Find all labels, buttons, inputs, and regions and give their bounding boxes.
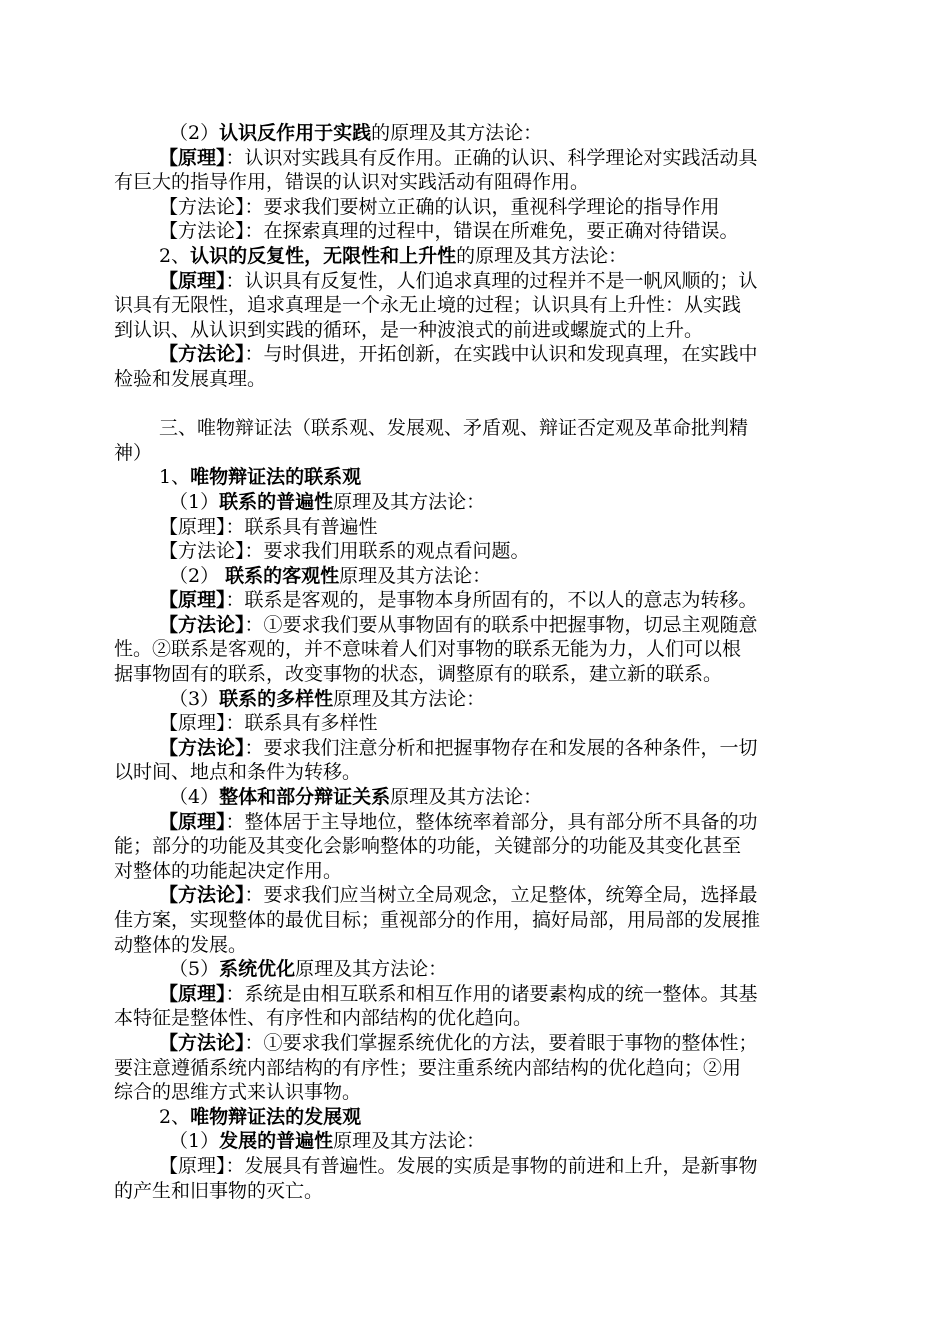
paragraph-line: [114, 293, 838, 318]
paragraph-line: [114, 367, 838, 392]
heading-number: 2、: [159, 1105, 191, 1128]
paragraph-text: 综合的思维方式来认识事物。: [114, 1081, 362, 1104]
method-paragraph: [114, 1031, 838, 1056]
principle-paragraph: [114, 269, 838, 294]
heading-bold-text: 发展的普遍性: [219, 1130, 334, 1153]
heading-number: （1）: [169, 490, 220, 513]
heading-text: 神）: [114, 441, 153, 464]
paragraph-text: 的产生和旧事物的灭亡。: [114, 1179, 324, 1202]
heading-text: 三、唯物辩证法（联系观、发展观、矛盾观、辩证否定观及革命批判精: [159, 417, 749, 440]
paragraph-text: ：系统是由相互联系和相互作用的诸要素构成的统一整体。其基: [225, 982, 758, 1005]
paragraph-text: 以时间、地点和条件为转移。: [114, 761, 362, 784]
method-label: 【方法论】: [159, 195, 245, 218]
paragraph-text: ：①要求我们掌握系统优化的方法，要着眼于事物的整体性；: [244, 1031, 758, 1054]
principle-paragraph: [114, 515, 838, 540]
paragraph-line: [114, 859, 838, 884]
heading-number: （3）: [169, 687, 220, 710]
heading-bold-text: 系统优化: [219, 958, 296, 981]
paragraph-line: [114, 908, 838, 933]
heading-number: 2、: [159, 244, 191, 267]
heading-text: 原理及其方法论：: [390, 786, 543, 809]
paragraph-line: [114, 318, 838, 343]
method-label: 【方法论】: [159, 343, 245, 366]
blank-line: [114, 392, 838, 417]
paragraph-text: ：与时俱进，开拓创新，在实践中认识和发现真理，在实践中: [244, 343, 758, 366]
paragraph-text: ：要求我们注意分析和把握事物存在和发展的各种条件，一切: [244, 736, 758, 759]
paragraph-line: [114, 1006, 838, 1031]
method-label: 【方法论】: [159, 736, 245, 759]
paragraph-text: 有巨大的指导作用，错误的认识对实践活动有阻碍作用。: [114, 171, 590, 194]
principle-paragraph: [114, 588, 838, 613]
method-label: 【方法论】: [159, 220, 245, 243]
heading-number: （4）: [169, 786, 220, 809]
paragraph-line: [114, 760, 838, 785]
method-paragraph: [114, 883, 838, 908]
principle-label: 【原理】: [159, 515, 226, 538]
subsection-heading: [114, 1129, 838, 1154]
paragraph-text: 识具有无限性，追求真理是一个永无止境的过程；认识具有上升性：从实践: [114, 294, 742, 317]
heading-text: 原理及其方法论：: [339, 564, 492, 587]
principle-label: 【原理】: [159, 589, 226, 612]
principle-label: 【原理】: [159, 269, 226, 292]
heading-bold-text: 联系的普遍性: [219, 490, 334, 513]
paragraph-text: 能；部分的功能及其变化会影响整体的功能，关键部分的功能及其变化甚至: [114, 835, 742, 858]
subsection-heading: [114, 687, 838, 712]
section-heading: [114, 1105, 838, 1130]
paragraph-text: ：联系是客观的，是事物本身所固有的，不以人的意志为转移。: [225, 589, 758, 612]
heading-bold-text: 认识反作用于实践: [219, 122, 372, 144]
principle-label: 【原理】: [159, 982, 226, 1005]
subsection-heading: [114, 957, 838, 982]
paragraph-line: [114, 637, 838, 662]
paragraph-line: [114, 933, 838, 958]
heading-text: 原理及其方法论：: [333, 1130, 486, 1153]
paragraph-text: 到认识、从认识到实践的循环，是一种波浪式的前进或螺旋式的上升。: [114, 318, 704, 341]
method-paragraph: [114, 539, 838, 564]
paragraph-text: ：联系具有多样性: [225, 712, 378, 735]
heading-bold-text: 唯物辩证法的联系观: [190, 466, 362, 489]
method-paragraph: [114, 219, 838, 244]
method-label: 【方法论】: [159, 540, 245, 563]
method-label: 【方法论】: [159, 613, 245, 636]
heading-text: 原理及其方法论：: [333, 687, 486, 710]
heading-bold-text: 联系的客观性: [225, 564, 340, 587]
principle-paragraph: [114, 810, 838, 835]
heading-bold-text: 联系的多样性: [219, 687, 334, 710]
paragraph-line: [114, 441, 838, 466]
section-heading: [114, 121, 838, 146]
principle-paragraph: [114, 711, 838, 736]
principle-paragraph: [114, 1154, 838, 1179]
heading-number: （5）: [169, 958, 220, 981]
principle-label: 【原理】: [159, 146, 226, 169]
method-label: 【方法论】: [159, 884, 245, 907]
paragraph-line: [114, 1179, 838, 1204]
paragraph-text: 本特征是整体性、有序性和内部结构的优化趋向。: [114, 1007, 533, 1030]
principle-label: 【原理】: [159, 1154, 226, 1177]
paragraph-line: [114, 1056, 838, 1081]
heading-text: 原理及其方法论：: [333, 490, 486, 513]
method-label: 【方法论】: [159, 1031, 245, 1054]
principle-label: 【原理】: [159, 712, 226, 735]
paragraph-text: 性。②联系是客观的，并不意味着人们对事物的联系无能为力，人们可以根: [114, 638, 742, 661]
heading-bold-text: 认识的反复性，无限性和上升性: [190, 244, 457, 267]
chapter-heading: [114, 416, 838, 441]
paragraph-text: 佳方案，实现整体的最优目标；重视部分的作用，搞好局部，用局部的发展推: [114, 909, 761, 931]
paragraph-text: ：要求我们用联系的观点看问题。: [244, 540, 530, 563]
document-body: [114, 121, 838, 1203]
principle-paragraph: [114, 146, 838, 171]
paragraph-text: 检验和发展真理。: [114, 367, 267, 390]
subsection-heading: [114, 490, 838, 515]
heading-text: 的原理及其方法论：: [371, 122, 543, 144]
paragraph-text: ：①要求我们要从事物固有的联系中把握事物，切忌主观随意: [244, 613, 758, 636]
paragraph-text: ：认识对实践具有反作用。正确的认识、科学理论对实践活动具: [225, 146, 758, 169]
paragraph-text: ：要求我们要树立正确的认识，重视科学理论的指导作用: [244, 195, 720, 218]
method-paragraph: [114, 736, 838, 761]
paragraph-text: ：联系具有普遍性: [225, 515, 378, 538]
paragraph-text: ：认识具有反复性，人们追求真理的过程并不是一帆风顺的；认: [225, 269, 758, 292]
subsection-heading: [114, 564, 838, 589]
method-paragraph: [114, 613, 838, 638]
paragraph-text: ：在探索真理的过程中，错误在所难免，要正确对待错误。: [244, 220, 739, 243]
heading-bold-text: 唯物辩证法的发展观: [190, 1105, 362, 1128]
paragraph-line: [114, 1080, 838, 1105]
heading-text: 的原理及其方法论：: [456, 244, 628, 267]
section-heading: [114, 244, 838, 269]
subsection-heading: [114, 785, 838, 810]
principle-paragraph: [114, 982, 838, 1007]
heading-bold-text: 整体和部分辩证关系: [219, 786, 391, 809]
method-paragraph: [114, 342, 838, 367]
heading-number: （2）: [169, 122, 220, 144]
paragraph-line: [114, 170, 838, 195]
paragraph-text: 要注意遵循系统内部结构的有序性；要注重系统内部结构的优化趋向；②用: [114, 1056, 742, 1079]
heading-number: （1）: [169, 1130, 220, 1153]
heading-number: 1、: [159, 466, 191, 489]
paragraph-text: 据事物固有的联系，改变事物的状态，调整原有的联系，建立新的联系。: [114, 663, 723, 686]
paragraph-line: [114, 834, 838, 859]
section-heading: [114, 465, 838, 490]
paragraph-text: 对整体的功能起决定作用。: [114, 859, 343, 882]
paragraph-text: ：整体居于主导地位，整体统率着部分，具有部分所不具备的功: [225, 810, 758, 833]
paragraph-text: 动整体的发展。: [114, 933, 248, 956]
method-paragraph: [114, 195, 838, 220]
paragraph-line: [114, 662, 838, 687]
principle-label: 【原理】: [159, 810, 226, 833]
paragraph-text: ：发展具有普遍性。发展的实质是事物的前进和上升，是新事物: [225, 1154, 758, 1177]
heading-number: （2）: [169, 564, 226, 587]
heading-text: 原理及其方法论：: [295, 958, 448, 981]
paragraph-text: ：要求我们应当树立全局观念，立足整体，统筹全局，选择最: [244, 884, 758, 907]
